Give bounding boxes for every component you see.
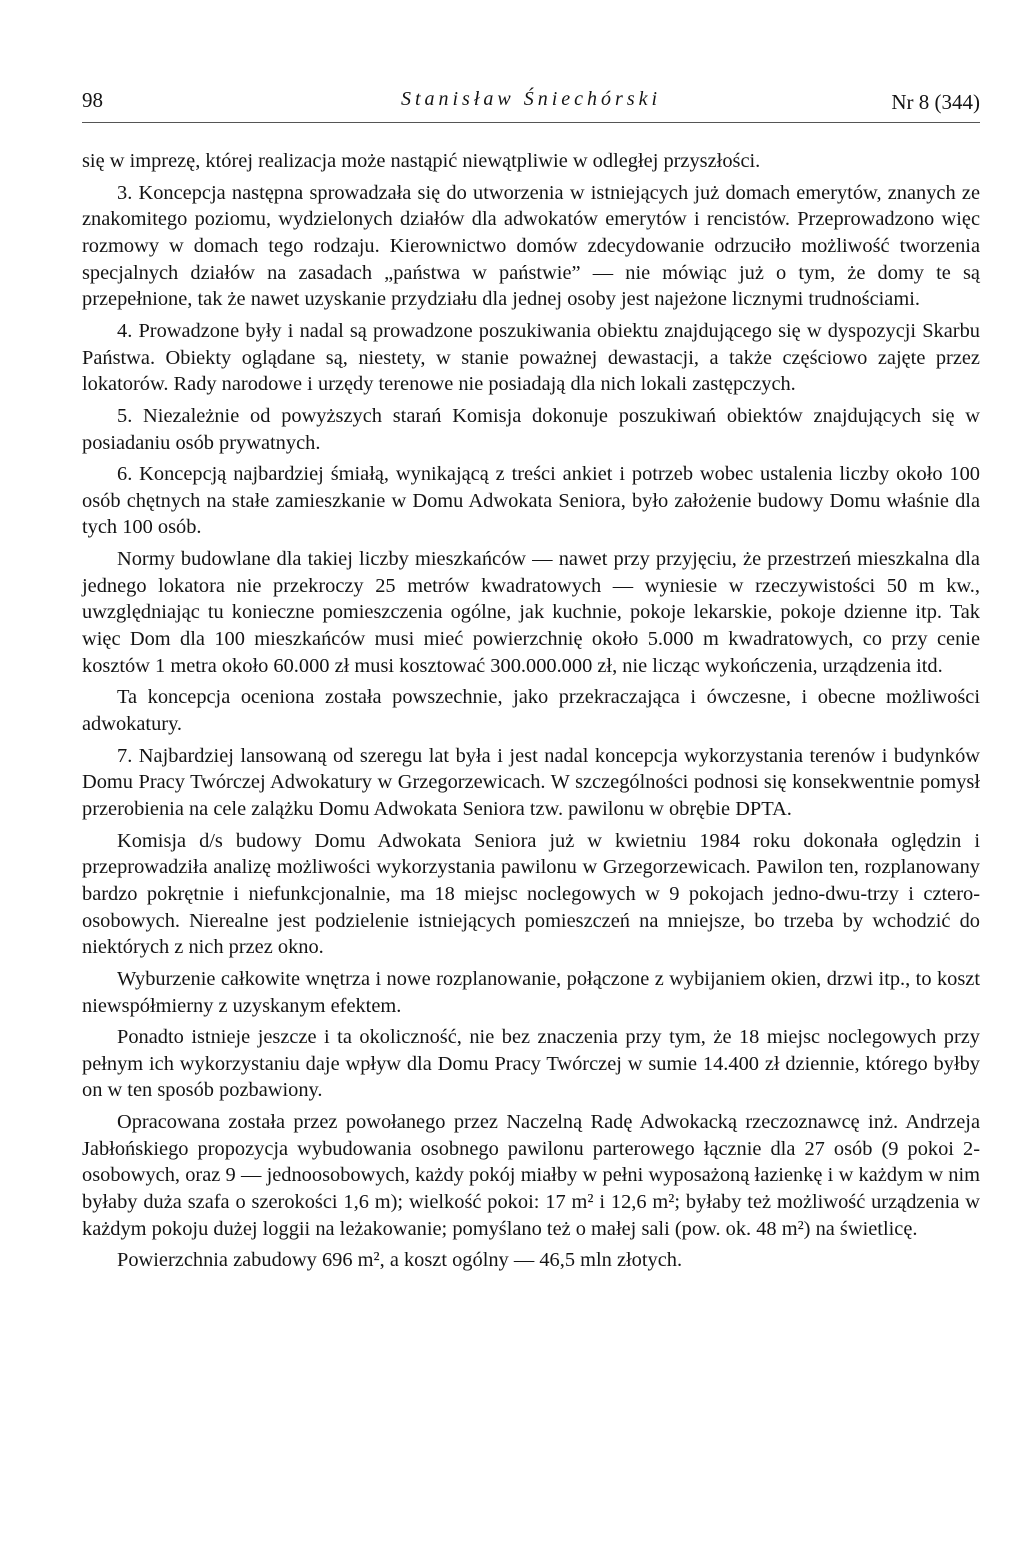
page-number: 98 <box>82 88 103 112</box>
page-header <box>82 88 980 122</box>
paragraph-point-3: 3. Koncepcja następna sprowadzała się do utworzenia w istniejących już domach emerytów, znanych ze znakomitego poziomu, wydzielonych działów dla adwokatów emerytów i rencistów. Przeprowadzono więc rozmowy w domach tego rodzaju. Kierownictwo domów zdecydowanie odrzuciło możliwość tworzenia specjalnych działów na zasadach „państwa w państwie” — nie mówiąc już o tym, że domy te są przepełnione, tak że nawet uzyskanie przydziału dla jednej osoby jest najeżone licznymi trudnościami. <box>82 181 980 311</box>
paragraph-point-6: 6. Koncepcją najbardziej śmiałą, wynikającą z treści ankiet i potrzeb wobec ustalenia liczby około 100 osób chętnych na stałe zamieszkanie w Domu Adwokata Seniora, było założenie budowy Domu właśnie dla tych 100 osób. <box>82 463 980 539</box>
paragraph-commission-inspection: Komisja d/s budowy Domu Adwokata Seniora już w kwietniu 1984 roku dokonała oględzin i przeprowadziła analizę możliwości wykorzystania pawilonu w Grzegorzewicach. Pawilon ten, rozplanowany bardzo pokrętnie i niefunkcjonalnie, ma 18 miejsc noclegowych w 9 pokojach jedno-dwu-trzy i cztero-osobowych. Nierealne jest podzielenie istniejących pomieszczeń na mniejsze, bo trzeba by wchodzić do niektórych z nich przez okno. <box>82 829 980 959</box>
paragraph-pavilion-proposal: Opracowana została przez powołanego przez Naczelną Radę Adwokacką rzeczoznawcę inż. Andrzeja Jabłońskiego propozycja wybudowania osobnego pawilonu parterowego łącznie dla 27 osób (9 pokoi 2-osobowych, oraz 9 — jednoosobowych, każdy pokój miałby w pełni wyposażoną łazienkę i w każdym w nim byłaby duża szafa o szerokości 1,6 m); wielkość pokoi: 17 m² i 12,6 m²; byłaby też możliwość urządzenia w każdym pokoju dużej loggii na leżakowanie; pomyślano też o małej sali (pow. ok. 48 m²) na świetlicę. <box>82 1111 980 1240</box>
paragraph-building-norms: Normy budowlane dla takiej liczby mieszkańców — nawet przy przyjęciu, że przestrzeń mieszkalna dla jednego lokatora nie przekroczy 25 metrów kwadratowych — wyniesie w rzeczywistości 50 m kw., uwzględniając tu konieczne pomieszczenia ogólne, jak kuchnie, pokoje lekarskie, pokoje dzienne itp. Tak więc Dom dla 100 mieszkańców musi mieć powierzchnię około 5.000 m kwadratowych, co przy cenie kosztów 1 metra około 60.000 zł musi kosztować 300.000.000 zł, nie licząc wykończenia, urządzenia itd. <box>82 548 980 677</box>
paragraph-demolition-cost: Wyburzenie całkowite wnętrza i nowe rozplanowanie, połączone z wybijaniem okien, drzwi itp., to koszt niewspółmierny z uzyskanym efektem. <box>82 967 980 1017</box>
paragraph-lodging-income: Ponadto istnieje jeszcze i ta okoliczność, nie bez znaczenia przy tym, że 18 miejsc noclegowych przy pełnym ich wykorzystaniu daje wpływ dla Domu Pracy Twórczej w sumie 14.400 zł dziennie, którego byłby on w ten sposób pozbawiony. <box>82 1026 980 1102</box>
paragraph-point-7: 7. Najbardziej lansowaną od szeregu lat była i jest nadal koncepcja wykorzystania terenów i budynków Domu Pracy Twórczej Adwokatury w Grzegorzewicach. W szczególności podnosi się konsekwentnie pomysł przerobienia na cele zalążku Domu Adwokata Seniora tzw. pawilonu w obrębie DPTA. <box>82 744 980 820</box>
paragraph-point-5: 5. Niezależnie od powyższych starań Komisja dokonuje poszukiwań obiektów znajdujących się w posiadaniu osób prywatnych. <box>82 404 980 454</box>
article-body <box>82 148 980 1279</box>
issue-number: Nr 8 (344) <box>891 90 980 114</box>
paragraph-continuation: się w imprezę, której realizacja może nastąpić niewątpliwie w odległej przyszłości. <box>82 150 761 172</box>
paragraph-concept-assessment: Ta koncepcja oceniona została powszechnie, jako przekraczająca i ówczesne, i obecne możliwości adwokatury. <box>82 686 980 735</box>
paragraph-building-area: Powierzchnia zabudowy 696 m², a koszt ogólny — 46,5 mln złotych. <box>117 1249 683 1272</box>
header-rule <box>82 122 980 123</box>
paragraph-point-4: 4. Prowadzone były i nadal są prowadzone poszukiwania obiektu znajdującego się w dyspozycji Skarbu Państwa. Obiekty oglądane są, niestety, w stanie poważnej dewastacji, a także częściowo zajęte przez lokatorów. Rady narodowe i urzędy terenowe nie posiadają dla nich lokali zastępczych. <box>82 319 980 396</box>
running-title: Stanisław Śniechórski <box>400 88 662 110</box>
